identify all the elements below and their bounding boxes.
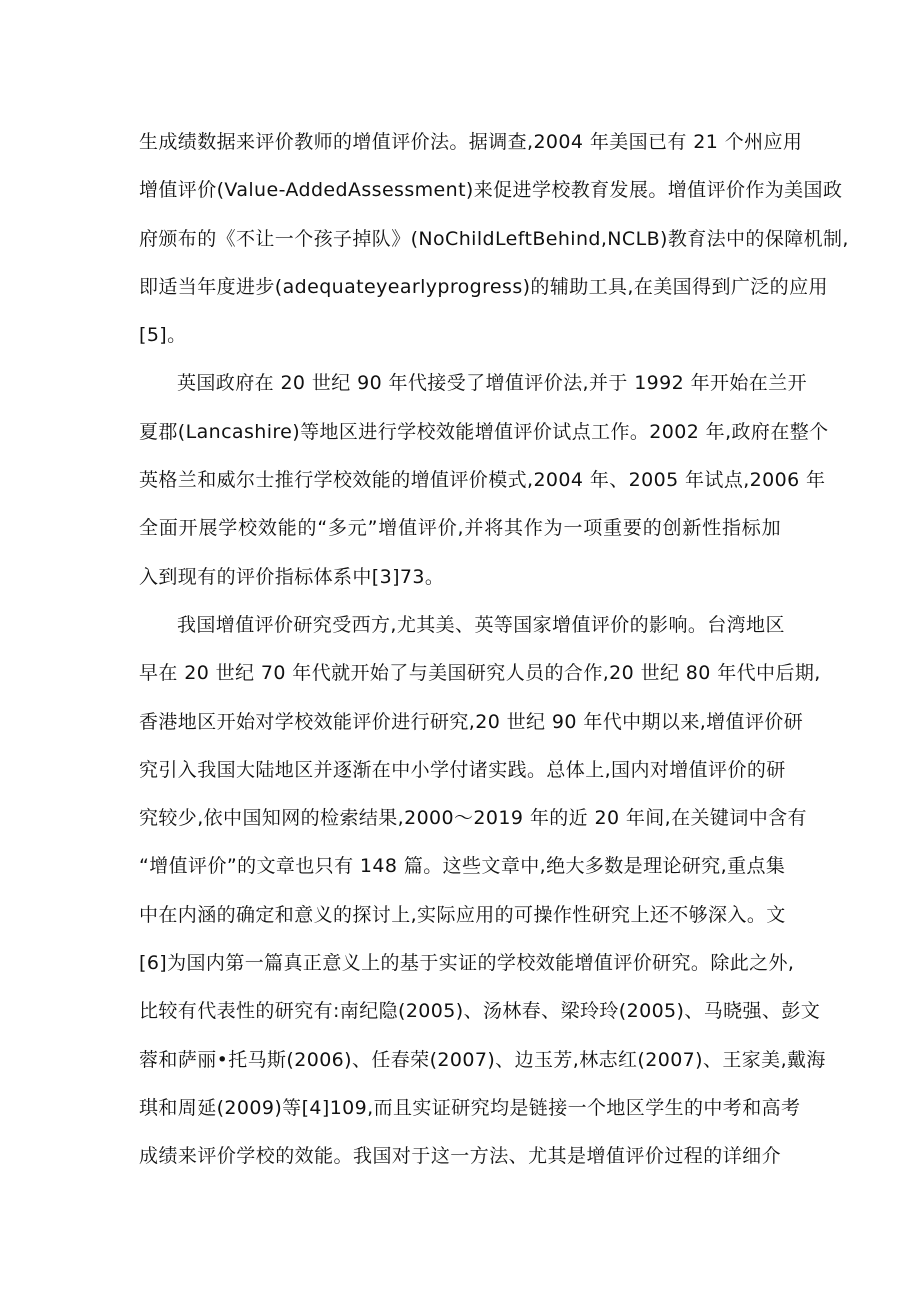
- paragraph-1: [139, 118, 849, 359]
- text-line: 夏郡(Lancashire)等地区进行学校效能增值评价试点工作。2002 年,政府在整个: [139, 420, 829, 443]
- text-line: 蓉和萨丽•托马斯(2006)、任春荣(2007)、边玉芳,林志红(2007)、王家美,戴海: [139, 1048, 826, 1071]
- text-line: [6]为国内第一篇真正意义上的基于实证的学校效能增值评价研究。除此之外,: [139, 952, 795, 975]
- text-line: 香港地区开始对学校效能评价进行研究,20 世纪 90 年代中期以来,增值评价研: [139, 710, 804, 733]
- text-line: 增值评价(Value-AddedAssessment)来促进学校教育发展。增值评价作为美国政: [139, 179, 843, 202]
- text-line: 早在 20 世纪 70 年代就开始了与美国研究人员的合作,20 世纪 80 年代中后期,: [139, 662, 821, 685]
- text-line: 生成绩数据来评价教师的增值评价法。据调查,2004 年美国已有 21 个州应用: [139, 131, 803, 153]
- text-line: 比较有代表性的研究有:南纪隐(2005)、汤林春、梁玲玲(2005)、马晓强、彭文: [139, 1000, 821, 1023]
- text-line: 成绩来评价学校的效能。我国对于这一方法、尤其是增值评价过程的详细介: [139, 1145, 781, 1168]
- paragraph-2: [139, 359, 829, 600]
- text-line: 中在内涵的确定和意义的探讨上,实际应用的可操作性研究上还不够深入。文: [139, 903, 786, 926]
- text-line: 英国政府在 20 世纪 90 年代接受了增值评价法,并于 1992 年开始在兰开: [177, 372, 807, 395]
- text-line: 英格兰和威尔士推行学校效能的增值评价模式,2004 年、2005 年试点,2006 年: [139, 469, 826, 492]
- paragraph-3: [139, 601, 826, 1181]
- text-line: [5]。: [139, 324, 187, 347]
- text-line: 我国增值评价研究受西方,尤其美、英等国家增值评价的影响。台湾地区: [177, 613, 785, 636]
- text-line: 入到现有的评价指标体系中[3]73。: [139, 565, 445, 588]
- text-line: 究引入我国大陆地区并逐渐在中小学付诸实践。总体上,国内对增值评价的研: [139, 758, 786, 781]
- text-line: 即适当年度进步(adequateyearlyprogress)的辅助工具,在美国得到广泛的应用: [139, 275, 828, 298]
- text-line: 琪和周延(2009)等[4]109,而且实证研究均是链接一个地区学生的中考和高考: [139, 1096, 801, 1119]
- text-line: 全面开展学校效能的“多元”增值评价,并将其作为一项重要的创新性指标加: [139, 517, 781, 540]
- text-line: 究较少,依中国知网的检索结果,2000～2019 年的近 20 年间,在关键词中含有: [139, 807, 807, 830]
- text-line: “增值评价”的文章也只有 148 篇。这些文章中,绝大多数是理论研究,重点集: [139, 855, 786, 878]
- text-line: 府颁布的《不让一个孩子掉队》(NoChildLeftBehind,NCLB)教育法中的保障机制,: [139, 227, 849, 250]
- body-text: [139, 118, 849, 1181]
